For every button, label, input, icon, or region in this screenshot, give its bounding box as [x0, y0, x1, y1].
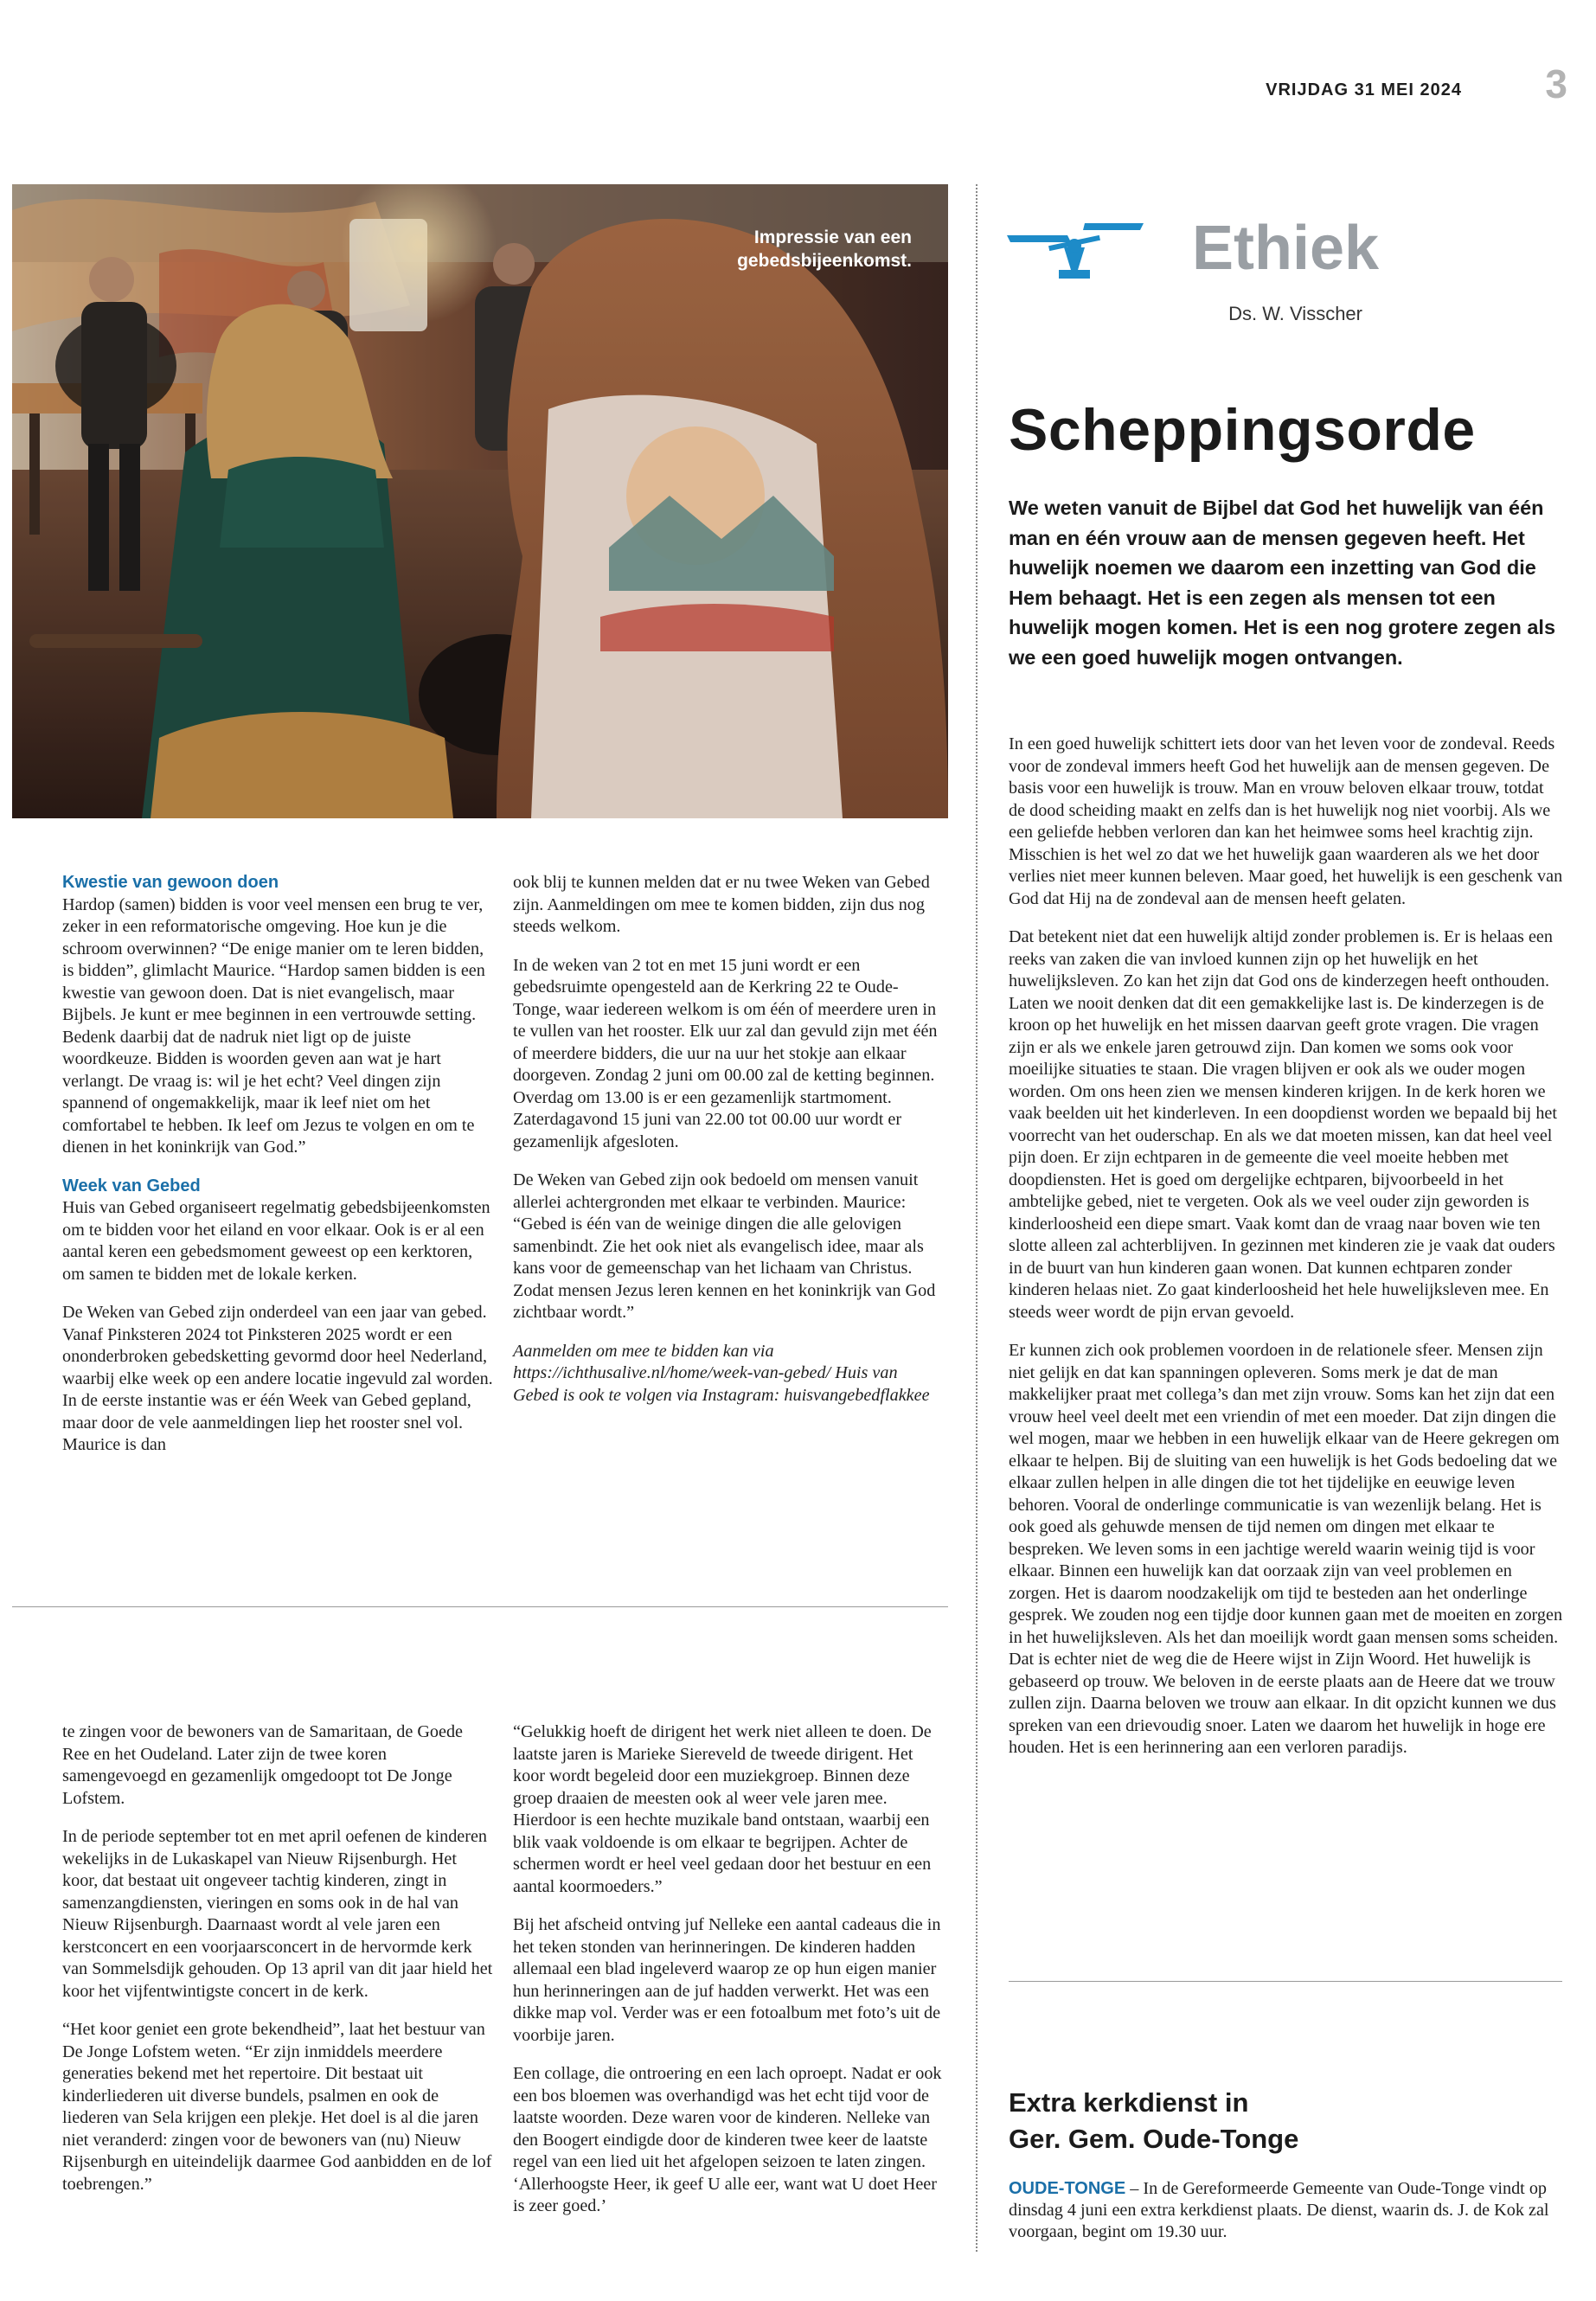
author-byline: Ds. W. Visscher — [1228, 303, 1362, 324]
issue-date: VRIJDAG 31 MEI 2024 — [1266, 80, 1462, 99]
paragraph: Bij het afscheid ontving juf Nelleke een aantal cadeaus die in het teken stonden van herinneringen. De kinderen hadden allemaal een blad ingeleverd waarop ze op hun eigen manier hun herinneringen aan de juf hadden verwerkt. Het was een dikke map vol. Verder was er een fotoalbum met foto’s uit de voorbije jaren. — [513, 1915, 941, 2045]
notice-text — [1009, 2178, 1562, 2243]
section-divider — [12, 1606, 948, 1607]
article-column-1 — [62, 872, 493, 1473]
paragraph: “Gelukkig hoeft de dirigent het werk niet alleen te doen. De laatste jaren is Marieke Siereveld de tweede dirigent. Het koor wordt begeleid door een muziekgroep. Binnen deze groep draaien de meesten ook al weer vele jaren mee. Hierdoor is een hechte muzikale band ontstaan, waarbij een blik vaak voldoende is om elkaar te begrijpen. Achter de schermen wordt er heel veel gedaan door het bestuur en een aantal koormoeders.” — [513, 1722, 932, 1896]
photo-caption — [687, 226, 912, 272]
paragraph: De Weken van Gebed zijn onderdeel van een jaar van gebed. Vanaf Pinksteren 2024 tot Pinksteren 2025 wordt er een ononderbroken gebedsketting gevormd door heel Nederland, waarbij elke week op een andere locatie ingevuld zal worden. In de eerste instantie was er één Week van Gebed gepland, maar door de vele aanmeldingen liep het rooster snel vol. Maurice is dan — [62, 1303, 493, 1454]
paragraph: Een collage, die ontroering en een lach oproept. Nadat er ook een bos bloemen was overhandigd was het echt tijd voor de laatste woorden. Deze waren voor de kinderen. Nelleke van den Boogert eindigde door de kinderen twee keer de laatste regel van een lied uit het afgelopen seizoen te laten zingen. ‘Allerhoogste Heer, ik geef U alle eer, want wat U doet Heer is zeer goed.’ — [513, 2064, 942, 2215]
koor-column-2 — [513, 1721, 944, 2234]
section-label: Ethiek — [1192, 214, 1380, 283]
koor-column-1 — [62, 1721, 493, 2212]
article-column-2 — [513, 872, 944, 1423]
notice-title-line2: Ger. Gem. Oude-Tonge — [1009, 2124, 1299, 2154]
paragraph: De Weken van Gebed zijn ook bedoeld om mensen vanuit allerlei achtergronden met elkaar te verbinden. Maurice: “Gebed is één van de weinige dingen die alle gelovigen samenbindt. Zie het ook niet als evangelisch idee, maar als kans voor de gemeenschap van het lichaam van Christus. Zodat mensen Jezus leren kennen en het koninkrijk van God zichtbaar wordt.” — [513, 1170, 936, 1322]
ethiek-body — [1009, 734, 1564, 1776]
notice-title — [1009, 2085, 1562, 2157]
notice-title-line1: Extra kerkdienst in — [1009, 2087, 1249, 2118]
notice-body: – In de Gereformeerde Gemeente van Oude-Tonge vindt op dinsdag 4 juni een extra kerkdienst plaats. De dienst, waarin ds. J. de Kok zal voorgaan, begint om 19.30 uur. — [1009, 2179, 1549, 2241]
photo-caption-line1: Impressie van een — [753, 228, 912, 247]
paragraph: Huis van Gebed organiseert regelmatig gebedsbijeenkomsten om te bidden voor het eiland en voor elkaar. Ook is er al een aantal keren een gebedsmoment geweest op een kerktoren, om samen te bidden met de lokale kerken. — [62, 1198, 490, 1284]
paragraph: Hardop (samen) bidden is voor veel mensen een brug te ver, zeker in een reformatorische omgeving. Hoe kun je die schroom overwinnen? “De enige manier om te leren bidden, is bidden”, glimlacht Maurice. “Hardop samen bidden is een kwestie van gewoon doen. Dat is niet evangelisch, maar Bijbels. Je kunt er mee beginnen in een vertrouwde setting. Bedenk daarbij dat de nadruk niet ligt op de juiste woordkeuze. Bidden is woorden geven aan wat je hart verlangt. De vraag is: wil je het echt? Veel dingen zijn spannend of ongemakkelijk, maar ik leef niet om het comfortabel te hebben. Ik leef om Jezus te volgen en om te dienen in het koninkrijk van God.” — [62, 894, 485, 1157]
paragraph: In een goed huwelijk schittert iets door van het leven voor de zondeval. Reeds voor de zondeval immers heeft God het huwelijk aan de mensen gegeven. De basis voor een huwelijk is trouw. Man en vrouw beloven elkaar trouw, totdat de dood scheiding maakt en zelfs dan is het huwelijk nog niet voorbij. Als we een geliefde hebben verloren dan kan het heimwee soms heel krachtig zijn. Misschien is het wel zo dat we het huwelijk gaan waarderen als we het door verlies niet meer kunnen beleven. Maar goed, het huwelijk is een geschenk van God dat Hij na de zondeval aan de mensen heeft gelaten. — [1009, 734, 1563, 908]
article-intro: We weten vanuit de Bijbel dat God het huwelijk van één man en één vrouw aan de mensen gegeven heeft. Het huwelijk noemen we daarom een inzetting van God die Hem behaagt. Het is een zegen als mensen tot een huwelijk mogen komen. Het is een nog grotere zegen als we een goed huwelijk mogen ontvangen. — [1009, 497, 1556, 669]
balance-scale-icon — [1007, 216, 1145, 292]
paragraph: te zingen voor de bewoners van de Samaritaan, de Goede Ree en het Oudeland. Later zijn de twee koren samengevoegd en gezamenlijk omgedoopt tot De Jonge Lofstem. — [62, 1722, 464, 1808]
photo-caption-line2: gebedsbijeenkomst. — [737, 251, 912, 271]
subheading-week-van-gebed: Week van Gebed — [62, 1176, 201, 1195]
subheading-kwestie: Kwestie van gewoon doen — [62, 873, 279, 892]
notice-divider — [1009, 1981, 1562, 1982]
paragraph: “Het koor geniet een grote bekendheid”, laat het bestuur van De Jonge Lofstem weten. “Er zijn inmiddels meerdere generaties bekend met het repertoire. Dit bestaat uit kinderliederen uit diverse bundels, psalmen en ook de liederen van Sela krijgen een plekje. Het doel is al die jaren niet veranderd: zingen voor de bewoners van (nu) Nieuw Rijsenburgh en uiteindelijk daarmee God aanbidden en de lof toebrengen.” — [62, 2020, 492, 2194]
article-title: Scheppingsorde — [1009, 397, 1476, 463]
paragraph: Er kunnen zich ook problemen voordoen in de relationele sfeer. Mensen zijn niet gelijk en dat kan spanningen opleveren. Soms merk je dat de man makkelijker praat met collega’s dan met zijn vrouw. Soms kan het zijn dat een vrouw heel veel deelt met een vriendin of met een moeder. Dat zijn dingen die wel mogen, maar we hebben in een huwelijk elkaar van de Heere gekregen om elkaar te helpen. Bij de sluiting van een huwelijk is het Gods bedoeling dat we elkaar zullen helpen in alle dingen die tot het tijdelijke en eeuwige leven behoren. Vooral de onderlinge communicatie is van wezenlijk belang. Het is ook goed als gehuwde mensen de tijd nemen om dingen met elkaar te bespreken. We leven soms in een jachtige wereld waarin weinig tijd is voor elkaar. Binnen een huwelijk kan dat oorzaak zijn van veel problemen en zorgen. Het is daarom noodzakelijk om tijd te besteden aan het onderlinge gesprek. We zouden nog een tijdje door kunnen gaan met de moeiten en zorgen in het huwelijksleven. Als het dan moeilijk wordt gaan mensen soms scheiden. Dat is echter niet de weg die de Heere wijst in Zijn Woord. Het huwelijk is gebaseerd op trouw. We beloven in de eerste plaats aan de Heere dat we trouw zullen zijn. Daarna beloven we trouw aan elkaar. In dit opzicht kunnen we dus spreken van een drievoudig snoer. Laten we daarom het huwelijk in hoge ere houden. Het is een herinnering aan een verloren paradijs. — [1009, 1341, 1563, 1757]
signup-info: Aanmelden om mee te bidden kan via https://ichthusalive.nl/home/week-van-gebed/ Huis van Gebed is ook te volgen via Instagram: huisvangebedflakkee — [513, 1341, 930, 1405]
paragraph: Dat betekent niet dat een huwelijk altijd zonder problemen is. Er is helaas een reeks van zaken die van invloed kunnen zijn op het huwelijk en het huwelijksleven. Zo kan het zijn dat God ons de kinderzegen heeft onthouden. Laten we nooit denken dat dit een gemakkelijke last is. De kinderzegen is de kroon op het huwelijk en het missen daarvan geeft grote vragen. Die vragen zijn er als we enkele jaren getrouwd zijn. Dan komen we soms ook voor moeilijke situaties te staan. Die vragen blijven er ook als we ouder mogen worden. Om ons heen zien we mensen kinderen krijgen. In de kerk horen we vaak beelden uit het kinderleven. In een doopdienst worden we bepaald bij het voorrecht van het ouderschap. En als we dat moeten missen, kan dat heel veel pijn doen. Er zijn echtparen in de gemeente die veel moeite hebben met doopdiensten. Het is goed om dergelijke echtparen, bijvoorbeeld in het ambtelijke gebed, niet te vergeten. Ook als we veel ouder zijn geworden is kinderloosheid een diepe smart. Vaak komt dan de vraag naar boven wie ten slotte alleen zal achterblijven. In gezinnen met kinderen zie je vaak dat ouders in de buurt van hun kinderen gaan wonen. Dat kunnen echtparen zonder kinderen helaas niet. Zo gaat kinderloosheid het hele huwelijksleven mee. En steeds weer wordt de pijn ervan gevoeld. — [1009, 927, 1558, 1322]
page-number: 3 — [1545, 61, 1567, 106]
paragraph: ook blij te kunnen melden dat er nu twee Weken van Gebed zijn. Aanmeldingen om mee te komen bidden, zijn dus nog steeds welkom. — [513, 873, 930, 936]
column-divider — [976, 184, 977, 2252]
paragraph: In de periode september tot en met april oefenen de kinderen wekelijks in de Lukaskapel van Nieuw Rijsenburgh. Het koor, dat bestaat uit ongeveer tachtig kinderen, zingt in samenzangdiensten, vieringen en soms ook in de hal van Nieuw Rijsenburgh. Daarnaast wordt al vele jaren een kerstconcert en een voorjaarsconcert in de hervormde kerk van Sommelsdijk gehouden. Op 13 april van dit jaar hield het koor het vijfentwintigste concert in de kerk. — [62, 1827, 493, 2001]
notice-place: OUDE-TONGE — [1009, 2179, 1126, 2198]
prayer-meeting-photo — [12, 184, 948, 818]
paragraph: In de weken van 2 tot en met 15 juni wordt er een gebedsruimte opengesteld aan de Kerkring 22 te Oude-Tonge, waar iedereen welkom is om één of meerdere uren in te vullen van het rooster. Elk uur zal dan gevuld zijn met één of meerdere bidders, die uur na uur het stokje aan elkaar doorgeven. Zondag 2 juni om 00.00 zal de ketting beginnen. Overdag om 13.00 is er een gezamenlijk startmoment. Zaterdagavond 15 juni van 22.00 tot 00.00 uur wordt er gezamenlijk afgesloten. — [513, 955, 938, 1151]
article-photo — [12, 184, 948, 818]
